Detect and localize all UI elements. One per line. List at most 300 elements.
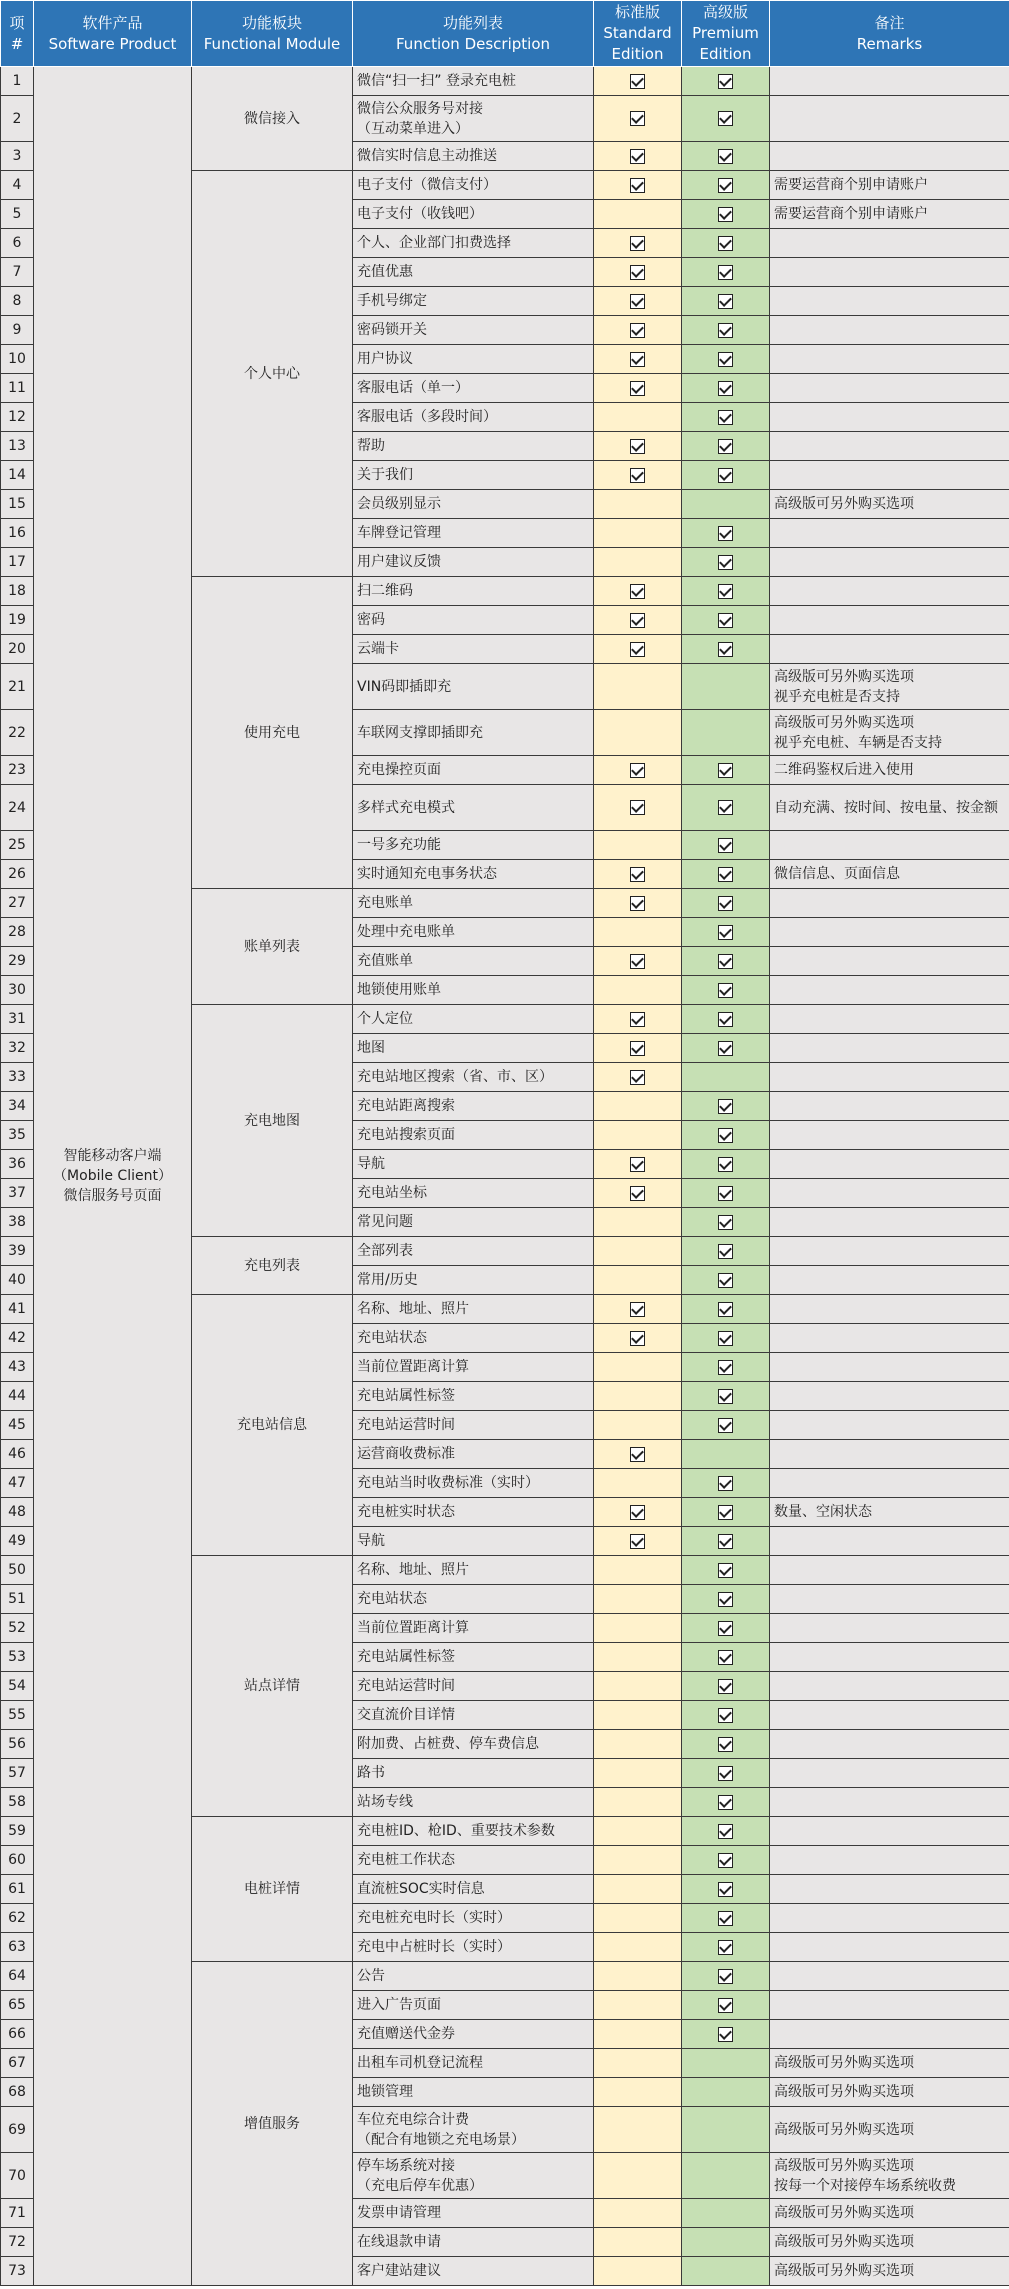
premium-edition-cell <box>682 374 770 403</box>
function-description: 处理中充电账单 <box>353 918 594 947</box>
checkbox-checked-icon <box>630 642 645 657</box>
row-number: 41 <box>1 1295 34 1324</box>
remark <box>770 1266 1009 1295</box>
standard-edition-cell <box>594 664 682 710</box>
row-number: 58 <box>1 1788 34 1817</box>
premium-edition-cell <box>682 947 770 976</box>
standard-edition-cell <box>594 1092 682 1121</box>
premium-edition-cell <box>682 918 770 947</box>
checkbox-checked-icon <box>718 74 733 89</box>
module-cell: 充电列表 <box>192 1237 353 1295</box>
remark <box>770 287 1009 316</box>
checkbox-checked-icon <box>718 867 733 882</box>
premium-edition-cell <box>682 403 770 432</box>
header-no: 项 # <box>1 1 34 67</box>
function-description: 当前位置距离计算 <box>353 1353 594 1382</box>
checkbox-checked-icon <box>718 1824 733 1839</box>
standard-edition-cell <box>594 1527 682 1556</box>
module-cell: 充电地图 <box>192 1005 353 1237</box>
row-number: 66 <box>1 2020 34 2049</box>
row-number: 3 <box>1 142 34 171</box>
checkbox-checked-icon <box>630 381 645 396</box>
premium-edition-cell <box>682 548 770 577</box>
checkbox-checked-icon <box>630 800 645 815</box>
row-number: 45 <box>1 1411 34 1440</box>
standard-edition-cell <box>594 548 682 577</box>
premium-edition-cell <box>682 461 770 490</box>
remark <box>770 635 1009 664</box>
row-number: 57 <box>1 1759 34 1788</box>
function-description: 全部列表 <box>353 1237 594 1266</box>
checkbox-checked-icon <box>718 838 733 853</box>
remark: 高级版可另外购买选项 视乎充电桩是否支持 <box>770 664 1009 710</box>
checkbox-checked-icon <box>718 178 733 193</box>
function-description: 当前位置距离计算 <box>353 1614 594 1643</box>
function-description: 停车场系统对接 （充电后停车优惠） <box>353 2153 594 2199</box>
row-number: 56 <box>1 1730 34 1759</box>
standard-edition-cell <box>594 258 682 287</box>
premium-edition-cell <box>682 1208 770 1237</box>
premium-edition-cell <box>682 2049 770 2078</box>
premium-edition-cell <box>682 1614 770 1643</box>
premium-edition-cell <box>682 831 770 860</box>
row-number: 46 <box>1 1440 34 1469</box>
standard-edition-cell <box>594 1643 682 1672</box>
premium-edition-cell <box>682 1556 770 1585</box>
remark <box>770 229 1009 258</box>
premium-edition-cell <box>682 142 770 171</box>
row-number: 37 <box>1 1179 34 1208</box>
row-number: 67 <box>1 2049 34 2078</box>
function-description: 名称、地址、照片 <box>353 1295 594 1324</box>
standard-edition-cell <box>594 1556 682 1585</box>
checkbox-checked-icon <box>630 439 645 454</box>
function-description: 充电站属性标签 <box>353 1382 594 1411</box>
premium-edition-cell <box>682 1092 770 1121</box>
checkbox-checked-icon <box>718 1418 733 1433</box>
function-description: 密码 <box>353 606 594 635</box>
checkbox-checked-icon <box>630 584 645 599</box>
checkbox-checked-icon <box>630 1302 645 1317</box>
standard-edition-cell <box>594 2153 682 2199</box>
checkbox-checked-icon <box>630 149 645 164</box>
checkbox-checked-icon <box>630 323 645 338</box>
remark <box>770 1063 1009 1092</box>
standard-edition-cell <box>594 1991 682 2020</box>
checkbox-checked-icon <box>630 954 645 969</box>
standard-edition-cell <box>594 2199 682 2228</box>
function-description: 会员级别显示 <box>353 490 594 519</box>
function-description: 车联网支撑即插即充 <box>353 710 594 756</box>
header-row <box>1 1 1009 67</box>
standard-edition-cell <box>594 1730 682 1759</box>
function-description: 微信“扫一扫” 登录充电桩 <box>353 67 594 96</box>
header-premium: 高级版 Premium Edition <box>682 1 770 67</box>
row-number: 15 <box>1 490 34 519</box>
premium-edition-cell <box>682 1295 770 1324</box>
standard-edition-cell <box>594 1469 682 1498</box>
row-number: 29 <box>1 947 34 976</box>
standard-edition-cell <box>594 635 682 664</box>
row-number: 65 <box>1 1991 34 2020</box>
function-description: 充电站属性标签 <box>353 1643 594 1672</box>
premium-edition-cell <box>682 1063 770 1092</box>
checkbox-checked-icon <box>718 1186 733 1201</box>
row-number: 34 <box>1 1092 34 1121</box>
function-description: 电子支付（收钱吧） <box>353 200 594 229</box>
function-description: 充电站运营时间 <box>353 1411 594 1440</box>
premium-edition-cell <box>682 1411 770 1440</box>
checkbox-checked-icon <box>718 1766 733 1781</box>
row-number: 23 <box>1 756 34 785</box>
premium-edition-cell <box>682 1875 770 1904</box>
premium-edition-cell <box>682 1266 770 1295</box>
row-number: 61 <box>1 1875 34 1904</box>
remark <box>770 606 1009 635</box>
function-description: 车牌登记管理 <box>353 519 594 548</box>
function-description: 路书 <box>353 1759 594 1788</box>
function-description: 名称、地址、照片 <box>353 1556 594 1585</box>
premium-edition-cell <box>682 1382 770 1411</box>
remark <box>770 1411 1009 1440</box>
premium-edition-cell <box>682 67 770 96</box>
function-description: 直流桩SOC实时信息 <box>353 1875 594 1904</box>
function-description: 客服电话（单一） <box>353 374 594 403</box>
checkbox-checked-icon <box>718 149 733 164</box>
checkbox-checked-icon <box>718 1128 733 1143</box>
function-description: 充电站运营时间 <box>353 1672 594 1701</box>
function-description: 个人、企业部门扣费选择 <box>353 229 594 258</box>
function-description: 充电桩ID、枪ID、重要技术参数 <box>353 1817 594 1846</box>
premium-edition-cell <box>682 519 770 548</box>
standard-edition-cell <box>594 577 682 606</box>
remark <box>770 1614 1009 1643</box>
remark <box>770 345 1009 374</box>
function-description: 充值优惠 <box>353 258 594 287</box>
checkbox-checked-icon <box>630 1534 645 1549</box>
checkbox-checked-icon <box>718 896 733 911</box>
checkbox-checked-icon <box>718 1389 733 1404</box>
function-description: 微信公众服务号对接 （互动菜单进入） <box>353 96 594 142</box>
function-description: 车位充电综合计费 （配合有地锁之充电场景） <box>353 2107 594 2153</box>
remark <box>770 1585 1009 1614</box>
table-header <box>1 1 1009 67</box>
row-number: 69 <box>1 2107 34 2153</box>
remark <box>770 1730 1009 1759</box>
checkbox-checked-icon <box>718 1708 733 1723</box>
premium-edition-cell <box>682 785 770 831</box>
checkbox-checked-icon <box>718 1331 733 1346</box>
standard-edition-cell <box>594 345 682 374</box>
function-description: 用户协议 <box>353 345 594 374</box>
header-remarks: 备注 Remarks <box>770 1 1009 67</box>
checkbox-checked-icon <box>630 1070 645 1085</box>
premium-edition-cell <box>682 1005 770 1034</box>
remark <box>770 1672 1009 1701</box>
row-number: 33 <box>1 1063 34 1092</box>
function-description: 客服电话（多段时间） <box>353 403 594 432</box>
checkbox-checked-icon <box>630 1041 645 1056</box>
standard-edition-cell <box>594 1150 682 1179</box>
premium-edition-cell <box>682 229 770 258</box>
remark <box>770 1469 1009 1498</box>
checkbox-checked-icon <box>718 323 733 338</box>
standard-edition-cell <box>594 976 682 1005</box>
remark <box>770 1121 1009 1150</box>
remark <box>770 258 1009 287</box>
row-number: 38 <box>1 1208 34 1237</box>
remark <box>770 519 1009 548</box>
function-description: 充电站地区搜索（省、市、区） <box>353 1063 594 1092</box>
remark <box>770 1092 1009 1121</box>
remark <box>770 1962 1009 1991</box>
remark <box>770 1817 1009 1846</box>
function-description: 个人定位 <box>353 1005 594 1034</box>
remark <box>770 1150 1009 1179</box>
checkbox-checked-icon <box>718 1911 733 1926</box>
row-number: 26 <box>1 860 34 889</box>
row-number: 4 <box>1 171 34 200</box>
premium-edition-cell <box>682 1179 770 1208</box>
row-number: 43 <box>1 1353 34 1382</box>
remark: 高级版可另外购买选项 <box>770 2199 1009 2228</box>
function-description: 多样式充电模式 <box>353 785 594 831</box>
checkbox-checked-icon <box>718 294 733 309</box>
standard-edition-cell <box>594 1121 682 1150</box>
row-number: 48 <box>1 1498 34 1527</box>
checkbox-checked-icon <box>630 867 645 882</box>
standard-edition-cell <box>594 1353 682 1382</box>
checkbox-checked-icon <box>718 1215 733 1230</box>
function-description: 导航 <box>353 1150 594 1179</box>
checkbox-checked-icon <box>718 439 733 454</box>
row-number: 31 <box>1 1005 34 1034</box>
checkbox-checked-icon <box>718 1244 733 1259</box>
row-number: 42 <box>1 1324 34 1353</box>
standard-edition-cell <box>594 316 682 345</box>
premium-edition-cell <box>682 258 770 287</box>
function-description: 站场专线 <box>353 1788 594 1817</box>
remark <box>770 1904 1009 1933</box>
remark <box>770 548 1009 577</box>
function-description: 充电操控页面 <box>353 756 594 785</box>
premium-edition-cell <box>682 664 770 710</box>
premium-edition-cell <box>682 860 770 889</box>
checkbox-checked-icon <box>718 1650 733 1665</box>
function-description: 进入广告页面 <box>353 1991 594 2020</box>
checkbox-checked-icon <box>718 642 733 657</box>
checkbox-checked-icon <box>718 1940 733 1955</box>
module-cell: 充电站信息 <box>192 1295 353 1556</box>
premium-edition-cell <box>682 577 770 606</box>
row-number: 17 <box>1 548 34 577</box>
standard-edition-cell <box>594 756 682 785</box>
row-number: 36 <box>1 1150 34 1179</box>
function-description: 云端卡 <box>353 635 594 664</box>
standard-edition-cell <box>594 403 682 432</box>
function-description: 地图 <box>353 1034 594 1063</box>
standard-edition-cell <box>594 1266 682 1295</box>
premium-edition-cell <box>682 1991 770 2020</box>
checkbox-checked-icon <box>718 763 733 778</box>
premium-edition-cell <box>682 1150 770 1179</box>
premium-edition-cell <box>682 2199 770 2228</box>
standard-edition-cell <box>594 1005 682 1034</box>
function-description: 附加费、占桩费、停车费信息 <box>353 1730 594 1759</box>
remark: 数量、空闲状态 <box>770 1498 1009 1527</box>
remark <box>770 461 1009 490</box>
premium-edition-cell <box>682 2257 770 2286</box>
remark <box>770 1179 1009 1208</box>
premium-edition-cell <box>682 1440 770 1469</box>
row-number: 59 <box>1 1817 34 1846</box>
premium-edition-cell <box>682 490 770 519</box>
standard-edition-cell <box>594 1788 682 1817</box>
checkbox-checked-icon <box>718 1795 733 1810</box>
row-number: 25 <box>1 831 34 860</box>
function-description: 充电站坐标 <box>353 1179 594 1208</box>
checkbox-checked-icon <box>718 584 733 599</box>
remark <box>770 1527 1009 1556</box>
remark <box>770 1933 1009 1962</box>
premium-edition-cell <box>682 200 770 229</box>
standard-edition-cell <box>594 918 682 947</box>
checkbox-checked-icon <box>718 111 733 126</box>
checkbox-checked-icon <box>718 236 733 251</box>
standard-edition-cell <box>594 1614 682 1643</box>
standard-edition-cell <box>594 1701 682 1730</box>
premium-edition-cell <box>682 1121 770 1150</box>
row-number: 70 <box>1 2153 34 2199</box>
premium-edition-cell <box>682 96 770 142</box>
function-description: 地锁使用账单 <box>353 976 594 1005</box>
standard-edition-cell <box>594 200 682 229</box>
row-number: 28 <box>1 918 34 947</box>
premium-edition-cell <box>682 1469 770 1498</box>
row-number: 8 <box>1 287 34 316</box>
premium-edition-cell <box>682 1701 770 1730</box>
row-number: 11 <box>1 374 34 403</box>
standard-edition-cell <box>594 831 682 860</box>
module-cell: 微信接入 <box>192 67 353 171</box>
remark <box>770 831 1009 860</box>
remark <box>770 1353 1009 1382</box>
function-description: 充电站搜索页面 <box>353 1121 594 1150</box>
standard-edition-cell <box>594 67 682 96</box>
function-description: 常用/历史 <box>353 1266 594 1295</box>
checkbox-checked-icon <box>630 236 645 251</box>
function-description: 充电桩充电时长（实时） <box>353 1904 594 1933</box>
row-number: 1 <box>1 67 34 96</box>
remark <box>770 67 1009 96</box>
function-description: 帮助 <box>353 432 594 461</box>
remark <box>770 1556 1009 1585</box>
premium-edition-cell <box>682 1788 770 1817</box>
function-description: VIN码即插即充 <box>353 664 594 710</box>
standard-edition-cell <box>594 2228 682 2257</box>
row-number: 13 <box>1 432 34 461</box>
standard-edition-cell <box>594 171 682 200</box>
header-module: 功能板块 Functional Module <box>192 1 353 67</box>
header-function: 功能列表 Function Description <box>353 1 594 67</box>
remark <box>770 432 1009 461</box>
row-number: 18 <box>1 577 34 606</box>
checkbox-checked-icon <box>718 1563 733 1578</box>
row-number: 21 <box>1 664 34 710</box>
remark <box>770 1034 1009 1063</box>
row-number: 35 <box>1 1121 34 1150</box>
checkbox-checked-icon <box>630 74 645 89</box>
module-cell: 个人中心 <box>192 171 353 577</box>
checkbox-checked-icon <box>718 265 733 280</box>
checkbox-checked-icon <box>718 1592 733 1607</box>
premium-edition-cell <box>682 1817 770 1846</box>
row-number: 49 <box>1 1527 34 1556</box>
premium-edition-cell <box>682 606 770 635</box>
row-number: 22 <box>1 710 34 756</box>
standard-edition-cell <box>594 142 682 171</box>
row-number: 60 <box>1 1846 34 1875</box>
remark: 高级版可另外购买选项 <box>770 2228 1009 2257</box>
premium-edition-cell <box>682 1904 770 1933</box>
checkbox-checked-icon <box>718 1534 733 1549</box>
checkbox-checked-icon <box>718 381 733 396</box>
standard-edition-cell <box>594 1324 682 1353</box>
remark <box>770 1875 1009 1904</box>
function-description: 客户建站建议 <box>353 2257 594 2286</box>
function-description: 充电桩工作状态 <box>353 1846 594 1875</box>
checkbox-checked-icon <box>718 352 733 367</box>
remark: 高级版可另外购买选项 视乎充电桩、车辆是否支持 <box>770 710 1009 756</box>
function-description: 微信实时信息主动推送 <box>353 142 594 171</box>
premium-edition-cell <box>682 171 770 200</box>
checkbox-checked-icon <box>630 111 645 126</box>
table-row <box>1 67 1009 96</box>
premium-edition-cell <box>682 1498 770 1527</box>
remark: 高级版可另外购买选项 按每一个对接停车场系统收费 <box>770 2153 1009 2199</box>
standard-edition-cell <box>594 1817 682 1846</box>
remark <box>770 96 1009 142</box>
standard-edition-cell <box>594 1759 682 1788</box>
premium-edition-cell <box>682 1237 770 1266</box>
row-number: 55 <box>1 1701 34 1730</box>
standard-edition-cell <box>594 490 682 519</box>
standard-edition-cell <box>594 1208 682 1237</box>
function-description: 密码锁开关 <box>353 316 594 345</box>
standard-edition-cell <box>594 1672 682 1701</box>
premium-edition-cell <box>682 316 770 345</box>
function-description: 导航 <box>353 1527 594 1556</box>
standard-edition-cell <box>594 1962 682 1991</box>
remark <box>770 1208 1009 1237</box>
checkbox-checked-icon <box>718 526 733 541</box>
premium-edition-cell <box>682 976 770 1005</box>
checkbox-checked-icon <box>630 763 645 778</box>
remark <box>770 1295 1009 1324</box>
standard-edition-cell <box>594 1585 682 1614</box>
standard-edition-cell <box>594 1846 682 1875</box>
checkbox-checked-icon <box>718 207 733 222</box>
premium-edition-cell <box>682 1730 770 1759</box>
row-number: 27 <box>1 889 34 918</box>
remark: 高级版可另外购买选项 <box>770 2107 1009 2153</box>
premium-edition-cell <box>682 1962 770 1991</box>
remark <box>770 1324 1009 1353</box>
premium-edition-cell <box>682 2153 770 2199</box>
function-description: 充电账单 <box>353 889 594 918</box>
premium-edition-cell <box>682 1324 770 1353</box>
standard-edition-cell <box>594 1875 682 1904</box>
